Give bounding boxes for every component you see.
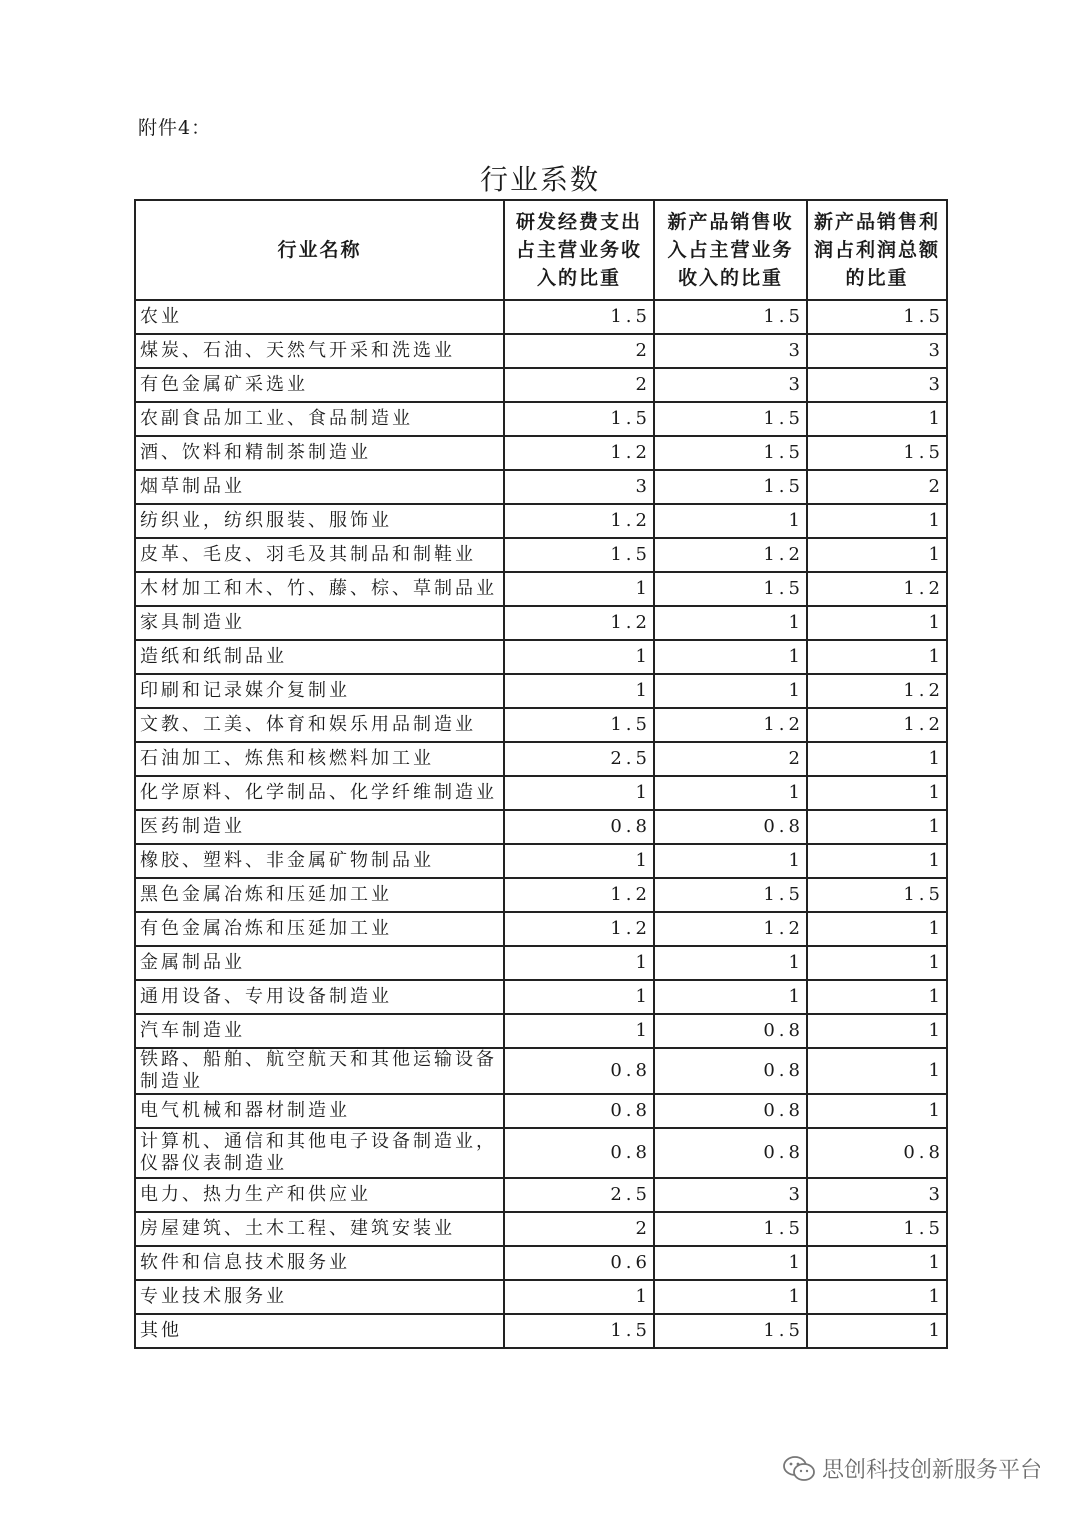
attachment-label: 附件4： [138, 117, 212, 139]
table-row [135, 1314, 947, 1348]
table-row [135, 640, 947, 674]
industry-name-cell: 有色金属矿采选业 [135, 368, 504, 402]
new-product-revenue-cell: 1 [654, 844, 807, 878]
rd-ratio-cell: 2 [504, 1212, 654, 1246]
header-rd-ratio: 研发经费支出占主营业务收入的比重 [504, 200, 654, 300]
table-row [135, 1014, 947, 1048]
rd-ratio-cell: 2 [504, 368, 654, 402]
new-product-profit-cell: 1 [807, 1094, 947, 1128]
new-product-revenue-cell: 1.5 [654, 402, 807, 436]
new-product-revenue-cell: 1 [654, 606, 807, 640]
industry-name-cell: 有色金属冶炼和压延加工业 [135, 912, 504, 946]
new-product-profit-cell: 3 [807, 1178, 947, 1212]
new-product-revenue-cell: 1 [654, 980, 807, 1014]
new-product-profit-cell: 1 [807, 844, 947, 878]
rd-ratio-cell: 1.5 [504, 402, 654, 436]
new-product-profit-cell: 1 [807, 538, 947, 572]
rd-ratio-cell: 1 [504, 1014, 654, 1048]
rd-ratio-cell: 1.2 [504, 436, 654, 470]
industry-name-cell: 石油加工、炼焦和核燃料加工业 [135, 742, 504, 776]
industry-name-cell: 家具制造业 [135, 606, 504, 640]
industry-name-cell: 电气机械和器材制造业 [135, 1094, 504, 1128]
new-product-revenue-cell: 3 [654, 368, 807, 402]
new-product-profit-cell: 1 [807, 1246, 947, 1280]
industry-name-cell: 农副食品加工业、食品制造业 [135, 402, 504, 436]
rd-ratio-cell: 1.2 [504, 606, 654, 640]
industry-name-cell: 医药制造业 [135, 810, 504, 844]
rd-ratio-cell: 1.2 [504, 878, 654, 912]
header-new-product-profit-ratio: 新产品销售利润占利润总额的比重 [807, 200, 947, 300]
table-row [135, 1178, 947, 1212]
industry-name-cell: 木材加工和木、竹、藤、棕、草制品业 [135, 572, 504, 606]
new-product-revenue-cell: 1 [654, 776, 807, 810]
new-product-profit-cell: 0.8 [807, 1128, 947, 1178]
table-row [135, 606, 947, 640]
table-row [135, 1128, 947, 1178]
table-row [135, 946, 947, 980]
industry-name-cell: 煤炭、石油、天然气开采和洗选业 [135, 334, 504, 368]
new-product-revenue-cell: 1 [654, 1280, 807, 1314]
table-row [135, 1212, 947, 1246]
industry-name-cell: 房屋建筑、土木工程、建筑安装业 [135, 1212, 504, 1246]
wechat-watermark [782, 1453, 1042, 1484]
industry-name-cell: 专业技术服务业 [135, 1280, 504, 1314]
industry-name-cell: 电力、热力生产和供应业 [135, 1178, 504, 1212]
new-product-revenue-cell: 1 [654, 640, 807, 674]
table-row [135, 912, 947, 946]
table-row [135, 334, 947, 368]
new-product-profit-cell: 1 [807, 810, 947, 844]
rd-ratio-cell: 2 [504, 334, 654, 368]
table-row [135, 1246, 947, 1280]
new-product-revenue-cell: 1 [654, 1246, 807, 1280]
table-row [135, 538, 947, 572]
new-product-revenue-cell: 1.5 [654, 470, 807, 504]
new-product-revenue-cell: 0.8 [654, 1048, 807, 1094]
industry-name-cell: 铁路、船舶、航空航天和其他运输设备制造业 [135, 1048, 504, 1094]
industry-name-cell: 橡胶、塑料、非金属矿物制品业 [135, 844, 504, 878]
industry-name-cell: 纺织业，纺织服装、服饰业 [135, 504, 504, 538]
industry-name-cell: 造纸和纸制品业 [135, 640, 504, 674]
table-row [135, 368, 947, 402]
new-product-revenue-cell: 1.2 [654, 912, 807, 946]
new-product-revenue-cell: 1.5 [654, 1314, 807, 1348]
rd-ratio-cell: 0.8 [504, 1094, 654, 1128]
rd-ratio-cell: 0.8 [504, 810, 654, 844]
new-product-profit-cell: 1 [807, 1014, 947, 1048]
new-product-profit-cell: 1 [807, 1048, 947, 1094]
page-title: 行业系数 [479, 163, 600, 196]
new-product-profit-cell: 1 [807, 946, 947, 980]
industry-name-cell: 农业 [135, 300, 504, 334]
industry-name-cell: 皮革、毛皮、羽毛及其制品和制鞋业 [135, 538, 504, 572]
rd-ratio-cell: 0.8 [504, 1128, 654, 1178]
industry-name-cell: 汽车制造业 [135, 1014, 504, 1048]
new-product-profit-cell: 1 [807, 640, 947, 674]
rd-ratio-cell: 1 [504, 640, 654, 674]
table-row [135, 1280, 947, 1314]
rd-ratio-cell: 1 [504, 572, 654, 606]
new-product-profit-cell: 3 [807, 368, 947, 402]
table-row [135, 300, 947, 334]
table-row [135, 742, 947, 776]
rd-ratio-cell: 1 [504, 1280, 654, 1314]
table-row [135, 436, 947, 470]
new-product-revenue-cell: 0.8 [654, 810, 807, 844]
industry-name-cell: 计算机、通信和其他电子设备制造业，仪器仪表制造业 [135, 1128, 504, 1178]
watermark-text: 思创科技创新服务平台 [821, 1458, 1042, 1483]
new-product-profit-cell: 1.5 [807, 436, 947, 470]
new-product-revenue-cell: 1.5 [654, 300, 807, 334]
new-product-profit-cell: 1 [807, 1314, 947, 1348]
rd-ratio-cell: 0.6 [504, 1246, 654, 1280]
table-row [135, 674, 947, 708]
rd-ratio-cell: 3 [504, 470, 654, 504]
new-product-profit-cell: 1.2 [807, 674, 947, 708]
new-product-profit-cell: 1 [807, 606, 947, 640]
rd-ratio-cell: 1.2 [504, 912, 654, 946]
new-product-revenue-cell: 1 [654, 504, 807, 538]
new-product-profit-cell: 1 [807, 776, 947, 810]
new-product-revenue-cell: 1.2 [654, 538, 807, 572]
new-product-profit-cell: 1.2 [807, 572, 947, 606]
new-product-profit-cell: 1 [807, 912, 947, 946]
table-row [135, 878, 947, 912]
industry-name-cell: 印刷和记录媒介复制业 [135, 674, 504, 708]
new-product-profit-cell: 1 [807, 742, 947, 776]
industry-name-cell: 软件和信息技术服务业 [135, 1246, 504, 1280]
rd-ratio-cell: 0.8 [504, 1048, 654, 1094]
wechat-icon [782, 1455, 816, 1483]
industry-name-cell: 金属制品业 [135, 946, 504, 980]
industry-coefficient-table [134, 199, 948, 1349]
header-industry-name: 行业名称 [135, 200, 504, 300]
new-product-revenue-cell: 1.2 [654, 708, 807, 742]
industry-name-cell: 化学原料、化学制品、化学纤维制造业 [135, 776, 504, 810]
new-product-revenue-cell: 1 [654, 674, 807, 708]
new-product-profit-cell: 1 [807, 402, 947, 436]
table-header-row [135, 200, 947, 300]
table-row [135, 776, 947, 810]
industry-name-cell: 烟草制品业 [135, 470, 504, 504]
new-product-profit-cell: 1 [807, 504, 947, 538]
rd-ratio-cell: 1.5 [504, 300, 654, 334]
new-product-revenue-cell: 0.8 [654, 1014, 807, 1048]
industry-name-cell: 其他 [135, 1314, 504, 1348]
new-product-revenue-cell: 1.5 [654, 436, 807, 470]
table-row [135, 810, 947, 844]
table-row [135, 844, 947, 878]
rd-ratio-cell: 2.5 [504, 742, 654, 776]
rd-ratio-cell: 1 [504, 980, 654, 1014]
new-product-profit-cell: 2 [807, 470, 947, 504]
industry-name-cell: 黑色金属冶炼和压延加工业 [135, 878, 504, 912]
new-product-profit-cell: 1 [807, 980, 947, 1014]
rd-ratio-cell: 1 [504, 844, 654, 878]
header-new-product-revenue-ratio: 新产品销售收入占主营业务收入的比重 [654, 200, 807, 300]
new-product-revenue-cell: 0.8 [654, 1094, 807, 1128]
new-product-profit-cell: 1.5 [807, 300, 947, 334]
new-product-profit-cell: 1 [807, 1280, 947, 1314]
new-product-revenue-cell: 1.5 [654, 1212, 807, 1246]
table-row [135, 470, 947, 504]
industry-name-cell: 通用设备、专用设备制造业 [135, 980, 504, 1014]
rd-ratio-cell: 1.5 [504, 708, 654, 742]
industry-name-cell: 酒、饮料和精制茶制造业 [135, 436, 504, 470]
industry-name-cell: 文教、工美、体育和娱乐用品制造业 [135, 708, 504, 742]
rd-ratio-cell: 1 [504, 946, 654, 980]
new-product-revenue-cell: 3 [654, 334, 807, 368]
new-product-revenue-cell: 1.5 [654, 878, 807, 912]
new-product-revenue-cell: 0.8 [654, 1128, 807, 1178]
table-row [135, 708, 947, 742]
new-product-revenue-cell: 1.5 [654, 572, 807, 606]
table-row [135, 1094, 947, 1128]
new-product-profit-cell: 3 [807, 334, 947, 368]
table-row [135, 572, 947, 606]
table-row [135, 980, 947, 1014]
table-row [135, 1048, 947, 1094]
table-row [135, 402, 947, 436]
new-product-profit-cell: 1.5 [807, 1212, 947, 1246]
new-product-revenue-cell: 1 [654, 946, 807, 980]
rd-ratio-cell: 2.5 [504, 1178, 654, 1212]
rd-ratio-cell: 1.2 [504, 504, 654, 538]
rd-ratio-cell: 1 [504, 674, 654, 708]
rd-ratio-cell: 1 [504, 776, 654, 810]
new-product-revenue-cell: 2 [654, 742, 807, 776]
new-product-profit-cell: 1.5 [807, 878, 947, 912]
rd-ratio-cell: 1.5 [504, 538, 654, 572]
rd-ratio-cell: 1.5 [504, 1314, 654, 1348]
new-product-profit-cell: 1.2 [807, 708, 947, 742]
new-product-revenue-cell: 3 [654, 1178, 807, 1212]
table-row [135, 504, 947, 538]
